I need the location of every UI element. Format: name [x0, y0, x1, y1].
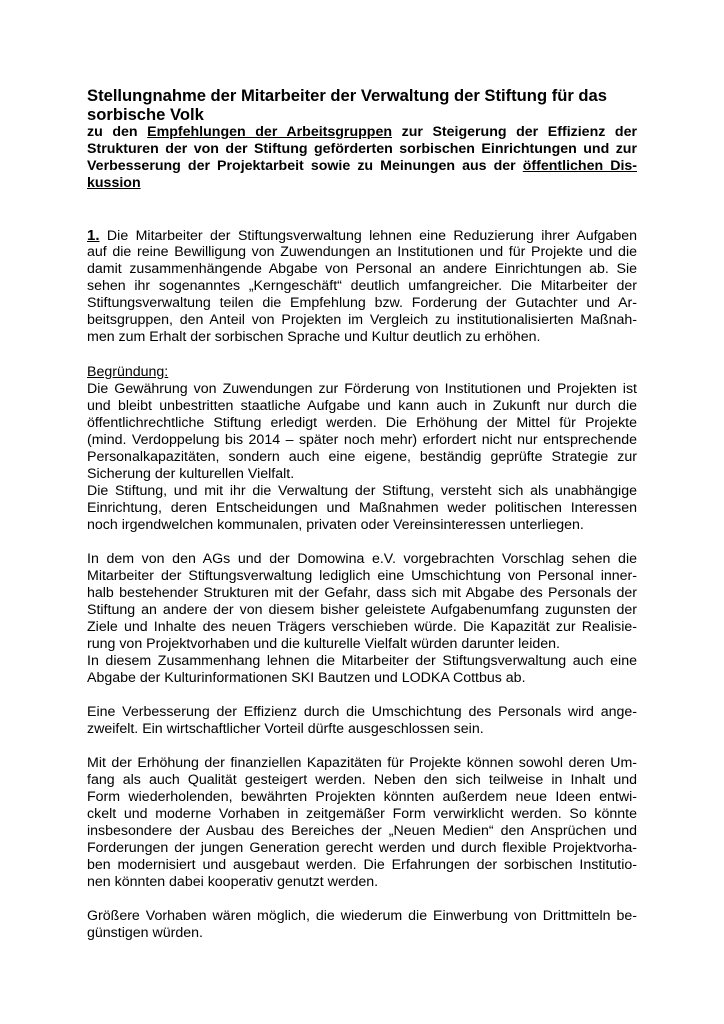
link-oeffentliche-diskussion-cont[interactable]: kussion — [87, 175, 141, 191]
paragraph-3 — [87, 551, 637, 653]
paragraph-line: beitsgruppen, den Anteil von Projekten im Vergleich zu institutionalisierten Maßnah- — [87, 312, 637, 328]
paragraph-line: noch irgendwelchen kommunalen, privaten oder Vereinsinteressen unterliegen. — [87, 517, 584, 533]
paragraph-line: Größere Vorhaben wären möglich, die wiederum die Einwerbung von Drittmitteln be- — [87, 908, 637, 924]
paragraph-line: Die Gewährung von Zuwendungen zur Förderung von Institutionen und Projekten ist — [87, 381, 637, 397]
paragraph-line: zweifelt. Ein wirtschaftlicher Vorteil dürfte ausgeschlossen sein. — [87, 721, 484, 737]
subtitle-line — [87, 124, 637, 141]
paragraph-line: insbesondere der Ausbau des Bereiches der „Neuen Medien“ den Ansprüchen und — [87, 823, 637, 839]
title-line: sorbische Volk — [87, 105, 204, 124]
paragraph-line: men zum Erhalt der sorbischen Sprache und Kultur deutlich zu erhöhen. — [87, 329, 541, 345]
paragraph-4 — [87, 653, 637, 687]
paragraph-line: auf die reine Bewilligung von Zuwendungen an Institutionen und für Projekte und die — [87, 244, 637, 260]
paragraph-line: Forderungen der jungen Generation gerecht werden und durch flexible Projektvorha- — [87, 840, 637, 856]
subtitle-text: Verbesserung der Projektarbeit sowie zu Meinungen aus der — [87, 158, 523, 174]
paragraph-line — [87, 227, 637, 244]
section-number: 1. — [87, 227, 100, 244]
document-title — [87, 86, 637, 124]
paragraph-line: fang als auch Qualität gesteigert werden. Neben den sich teilweise in Inhalt und — [87, 772, 637, 788]
subtitle-text: zu den — [87, 124, 148, 140]
paragraph-line: Einrichtung, deren Entscheidungen und Maßnahmen weder politischen Interessen — [87, 500, 637, 516]
subtitle-text: zur Steigerung der Effizienz der — [392, 124, 637, 140]
paragraph-line: Abgabe der Kulturinformationen SKI Bautzen und LODKA Cottbus ab. — [87, 670, 526, 686]
paragraph-line: Mitarbeiter der Stiftungsverwaltung lediglich eine Umschichtung von Personal inner- — [87, 568, 637, 584]
paragraph-line: sehen ihr sogenanntes „Kerngeschäft“ deutlich umfangreicher. Die Mitarbeiter der — [87, 278, 637, 294]
paragraph-line: Sicherung der kulturellen Vielfalt. — [87, 466, 295, 482]
document-subtitle — [87, 124, 637, 192]
begruendung-heading: Begründung: — [87, 364, 169, 380]
subtitle-line — [87, 175, 637, 192]
link-empfehlungen[interactable]: Empfehlungen der Arbeitsgruppen — [147, 124, 393, 140]
paragraph-line: damit zusammenhängende Abgabe von Personal an andere Einrichtungen ab. Sie — [87, 261, 637, 277]
paragraph-line: Eine Verbesserung der Effizienz durch die Umschichtung des Personals wird ange- — [87, 704, 637, 720]
paragraph-line: nen könnten dabei kooperativ genutzt werden. — [87, 874, 379, 890]
paragraph-line: öffentlichrechtliche Stiftung erledigt werden. Die Erhöhung der Mittel für Projekte — [87, 415, 637, 431]
paragraph-line: Ziele und Inhalte des neuen Trägers verschieben würde. Die Kapazität zur Realisie- — [87, 619, 637, 635]
paragraph-line: Stiftung an andere der von diesem bisher geleistete Aufgabenumfang zugunsten der — [87, 602, 637, 618]
section-1 — [87, 227, 637, 346]
paragraph-line: (mind. Verdoppelung bis 2014 – später noch mehr) erfordert nicht nur entsprechende — [87, 432, 637, 448]
paragraph-line: ben modernisiert und ausgebaut werden. Die Erfahrungen der sorbischen Institutio- — [87, 857, 637, 873]
paragraph-text: Die Mitarbeiter der Stiftungsverwaltung lehnen eine Reduzierung ihrer Aufgaben — [99, 228, 637, 244]
paragraph-line: rung von Projektvorhaben und die kulturelle Vielfalt würden darunter leiden. — [87, 636, 560, 652]
paragraph-line: und bleibt unbestritten staatliche Aufgabe und kann auch in Zukunft nur durch die — [87, 398, 637, 414]
subtitle-line — [87, 158, 637, 175]
paragraph-5 — [87, 704, 637, 738]
paragraph-line: Die Stiftung, und mit ihr die Verwaltung der Stiftung, versteht sich als unabhängige — [87, 483, 637, 499]
paragraph-line: ckelt und moderne Vorhaben in zeitgemäßer Form verwirklicht werden. So könnte — [87, 806, 637, 822]
paragraph-6 — [87, 755, 637, 891]
subtitle-line: Strukturen der von der Stiftung geförderten sorbischen Einrichtungen und zur — [87, 141, 637, 157]
paragraph-line: Form wiederholenden, bewährten Projekten könnten außerdem neue Ideen entwi- — [87, 789, 637, 805]
paragraph-line: Mit der Erhöhung der finanziellen Kapazitäten für Projekte können sowohl deren Um- — [87, 755, 637, 771]
link-oeffentliche-diskussion[interactable]: öffentlichen Dis- — [522, 158, 638, 174]
title-line: Stellungnahme der Mitarbeiter der Verwaltung der Stiftung für das — [87, 86, 608, 105]
paragraph-line: Personalkapazitäten, sondern auch eine eigene, beständig geprüfte Strategie zur — [87, 449, 637, 465]
paragraph-2 — [87, 483, 637, 534]
paragraph-line: halb bestehender Strukturen mit der Gefahr, dass sich mit Abgabe des Personals der — [87, 585, 637, 601]
paragraph-line: In diesem Zusammenhang lehnen die Mitarbeiter der Stiftungsverwaltung auch eine — [87, 653, 637, 669]
paragraph-line: In dem von den AGs und der Domowina e.V. vorgebrachten Vorschlag sehen die — [87, 551, 637, 567]
document-page — [87, 86, 637, 942]
paragraph-1 — [87, 381, 637, 483]
paragraph-line: günstigen würden. — [87, 925, 203, 941]
paragraph-7 — [87, 908, 637, 942]
paragraph-line: Stiftungsverwaltung teilen die Empfehlung bzw. Forderung der Gutachter und Ar- — [87, 295, 637, 311]
